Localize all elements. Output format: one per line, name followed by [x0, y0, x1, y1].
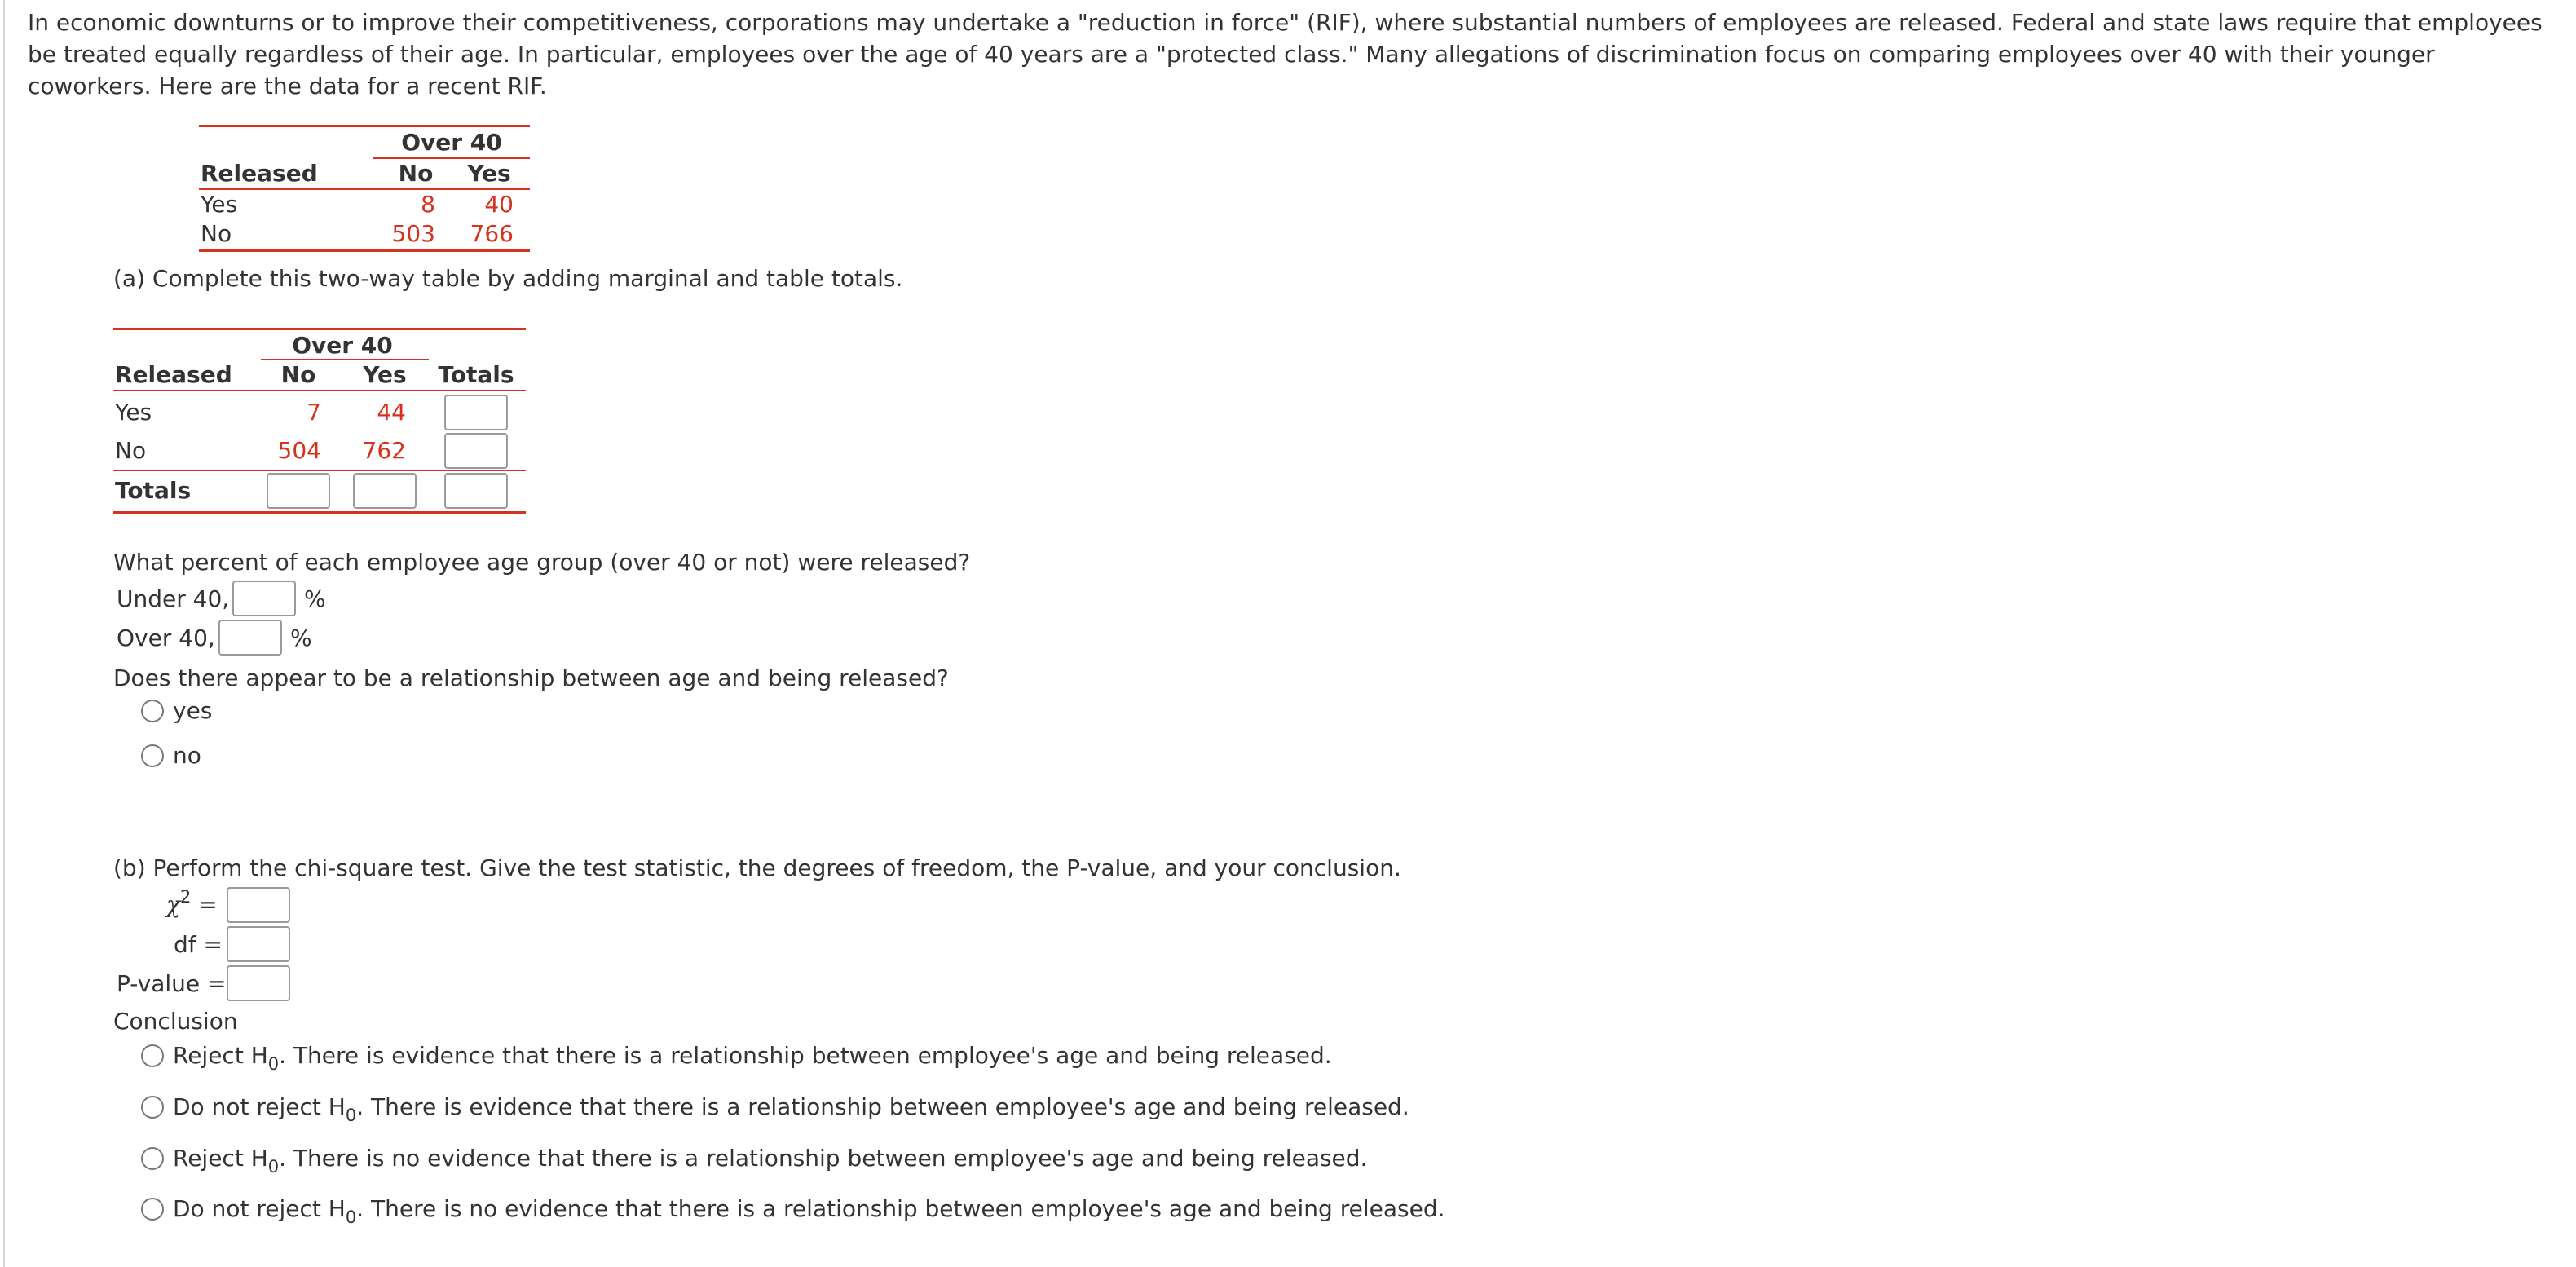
pvalue-label: P-value = [117, 970, 227, 997]
cell-yes-yes: 40 [484, 191, 514, 218]
conclusion-option-1: Reject $H_0$. There is evidence that there is a relationship between employee's age and being released. [173, 1042, 1332, 1074]
cell-yes-no: 8 [421, 191, 435, 218]
under40-label: Under 40, [117, 585, 230, 612]
total-no-input[interactable] [444, 433, 508, 469]
cell-no-no: 503 [391, 220, 435, 247]
table2-cell-yes-yes: 44 [377, 399, 406, 426]
cell-no-yes: 766 [470, 220, 514, 247]
percent-question: What percent of each employee age group (over 40 or not) were released? [113, 549, 971, 576]
table2-row-header: Released [115, 361, 232, 388]
row-label-no: No [201, 220, 232, 247]
conclusion-label: Conclusion [113, 1008, 238, 1035]
part-a-prompt: (a) Complete this two-way table by adding marginal and table totals. [113, 265, 903, 292]
chi-power: 2 [179, 887, 192, 907]
part-b-prompt: (b) Perform the chi-square test. Give the test statistic, the degrees of freedom, the P-value, and your conclusion. [113, 854, 1401, 881]
table2-cell-yes-no: 7 [307, 399, 321, 426]
left-border [3, 0, 5, 1267]
table-group-header: Over 40 [401, 129, 502, 156]
table2-col-yes: Yes [363, 361, 407, 388]
table2-totals-rule [113, 470, 526, 471]
table2-cell-no-no: 504 [277, 437, 321, 464]
conclusion-option-4: Do not reject $H_0$. There is no evidence that there is a relationship between employee's age and being released. [173, 1195, 1445, 1227]
col-header-yes: Yes [467, 160, 511, 187]
header-rule [199, 188, 530, 190]
conclusion-option-2: Do not reject $H_0$. There is evidence that there is a relationship between employee's age and being released. [173, 1093, 1409, 1125]
radio-no-label: no [173, 742, 201, 769]
table2-group-header: Over 40 [292, 332, 393, 359]
percent-sign: % [304, 585, 326, 612]
table-bottom-rule [199, 249, 530, 252]
df-input[interactable] [227, 926, 290, 962]
total-col-no-input[interactable] [267, 473, 330, 509]
over40-percent-input[interactable] [218, 620, 282, 656]
pvalue-input[interactable] [227, 965, 290, 1001]
over40-label: Over 40, [117, 625, 215, 651]
conclusion-radio-1[interactable] [141, 1044, 164, 1067]
chi-square-input[interactable] [227, 887, 290, 923]
conclusion-radio-4[interactable] [141, 1198, 164, 1221]
conclusion-option-3: Reject $H_0$. There is no evidence that there is a relationship between employee's age and being released. [173, 1145, 1368, 1176]
table2-group-rule [261, 359, 429, 360]
table2-col-no: No [280, 361, 316, 388]
conclusion-radio-3[interactable] [141, 1147, 164, 1170]
radio-yes-label: yes [173, 697, 213, 724]
table2-col-totals: Totals [438, 361, 514, 388]
conclusion-radio-2[interactable] [141, 1096, 164, 1119]
col-header-no: No [398, 160, 434, 187]
problem-intro: In economic downturns or to improve their competitiveness, corporations may undertake a "reduction in force" (RIF), where substantial numbers of employees are released. Federal and state laws require that employees be treated equally regardless of their age. In particular, employees over the age of 40 years are a "protected class." Many allegations of discrimination focus on comparing employees over 40 with their younger coworkers. Here are the data for a recent RIF. [28, 9, 2543, 99]
table2-top-rule [113, 328, 526, 330]
table2-cell-no-yes: 762 [362, 437, 406, 464]
row-label-yes: Yes [201, 191, 238, 218]
percent-sign: % [290, 625, 312, 651]
df-label: df = [174, 931, 223, 958]
table2-totals-label: Totals [115, 477, 192, 504]
equals-sign: = [198, 891, 218, 918]
chi-symbol: χ [166, 891, 180, 918]
table2-row-label-no: No [115, 437, 147, 464]
grand-total-input[interactable] [444, 473, 508, 509]
table-top-rule [199, 125, 530, 127]
table2-bottom-rule [113, 511, 526, 514]
chi-square-label [166, 887, 218, 920]
under40-percent-input[interactable] [232, 581, 296, 616]
total-col-yes-input[interactable] [353, 473, 417, 509]
radio-no[interactable] [141, 744, 164, 767]
table2-row-label-yes: Yes [115, 399, 152, 426]
radio-yes[interactable] [141, 700, 164, 722]
table2-header-rule [113, 390, 526, 391]
group-header-rule [373, 157, 530, 159]
row-header: Released [201, 160, 318, 187]
total-yes-input[interactable] [444, 395, 508, 430]
relationship-question: Does there appear to be a relationship between age and being released? [113, 664, 949, 691]
